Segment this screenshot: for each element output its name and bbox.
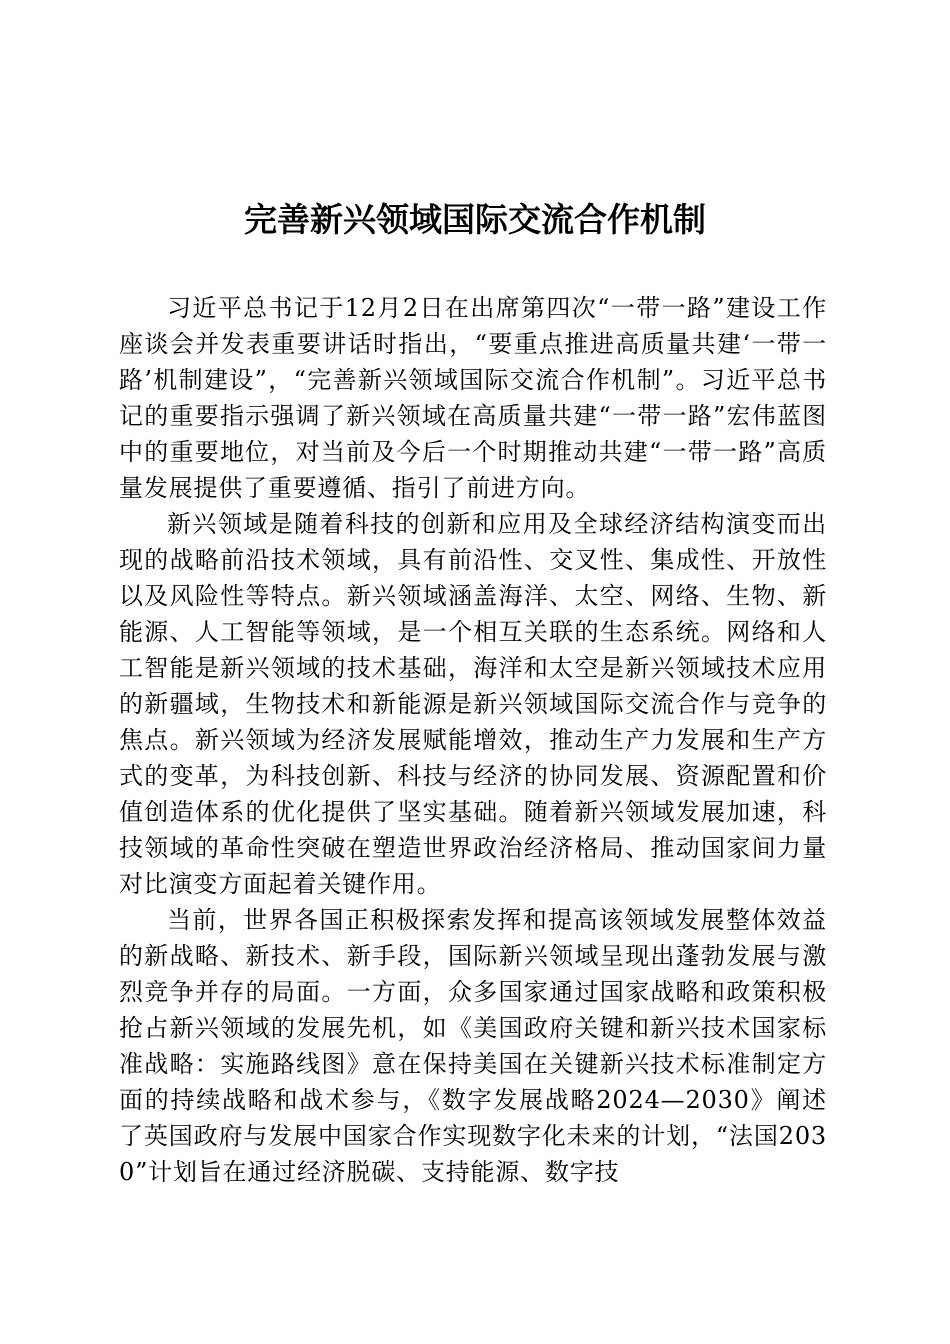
document-body xyxy=(119,290,827,1190)
paragraph: 习近平总书记于12月2日在出席第四次“一带一路”建设工作座谈会并发表重要讲话时指出，“要重点推进高质量共建‘一带一路’机制建设”，“完善新兴领域国际交流合作机制”。习近平总书记的重要指示强调了新兴领域在高质量共建“一带一路”宏伟蓝图中的重要地位，对当前及今后一个时期推动共建“一带一路”高质量发展提供了重要遵循、指引了前进方向。 xyxy=(119,294,827,502)
paragraph: 新兴领域是随着科技的创新和应用及全球经济结构演变而出现的战略前沿技术领域，具有前沿性、交叉性、集成性、开放性以及风险性等特点。新兴领域涵盖海洋、太空、网络、生物、新能源、人工智能等领域，是一个相互关联的生态系统。网络和人工智能是新兴领域的技术基础，海洋和太空是新兴领域技术应用的新疆域，生物技术和新能源是新兴领域国际交流合作与竞争的焦点。新兴领域为经济发展赋能增效，推动生产力发展和生产方式的变革，为科技创新、科技与经济的协同发展、资源配置和价值创造体系的优化提供了坚实基础。随着新兴领域发展加速，科技领域的革命性突破在塑造世界政治经济格局、推动国家间力量对比演变方面起着关键作用。 xyxy=(119,510,827,898)
paragraph: 当前，世界各国正积极探索发挥和提高该领域发展整体效益的新战略、新技术、新手段，国际新兴领域呈现出蓬勃发展与激烈竞争并存的局面。一方面，众多国家通过国家战略和政策积极抢占新兴领域的发展先机，如《美国政府关键和新兴技术国家标准战略：实施路线图》意在保持美国在关键新兴技术标准制定方面的持续战略和战术参与，《数字发展战略2024—2030》阐述了英国政府与发展中国家合作实现数字化未来的计划，“法国2030”计划旨在通过经济脱碳、支持能源、数字技 xyxy=(119,906,827,1186)
document-title: 完善新兴领域国际交流合作机制 xyxy=(244,200,706,239)
